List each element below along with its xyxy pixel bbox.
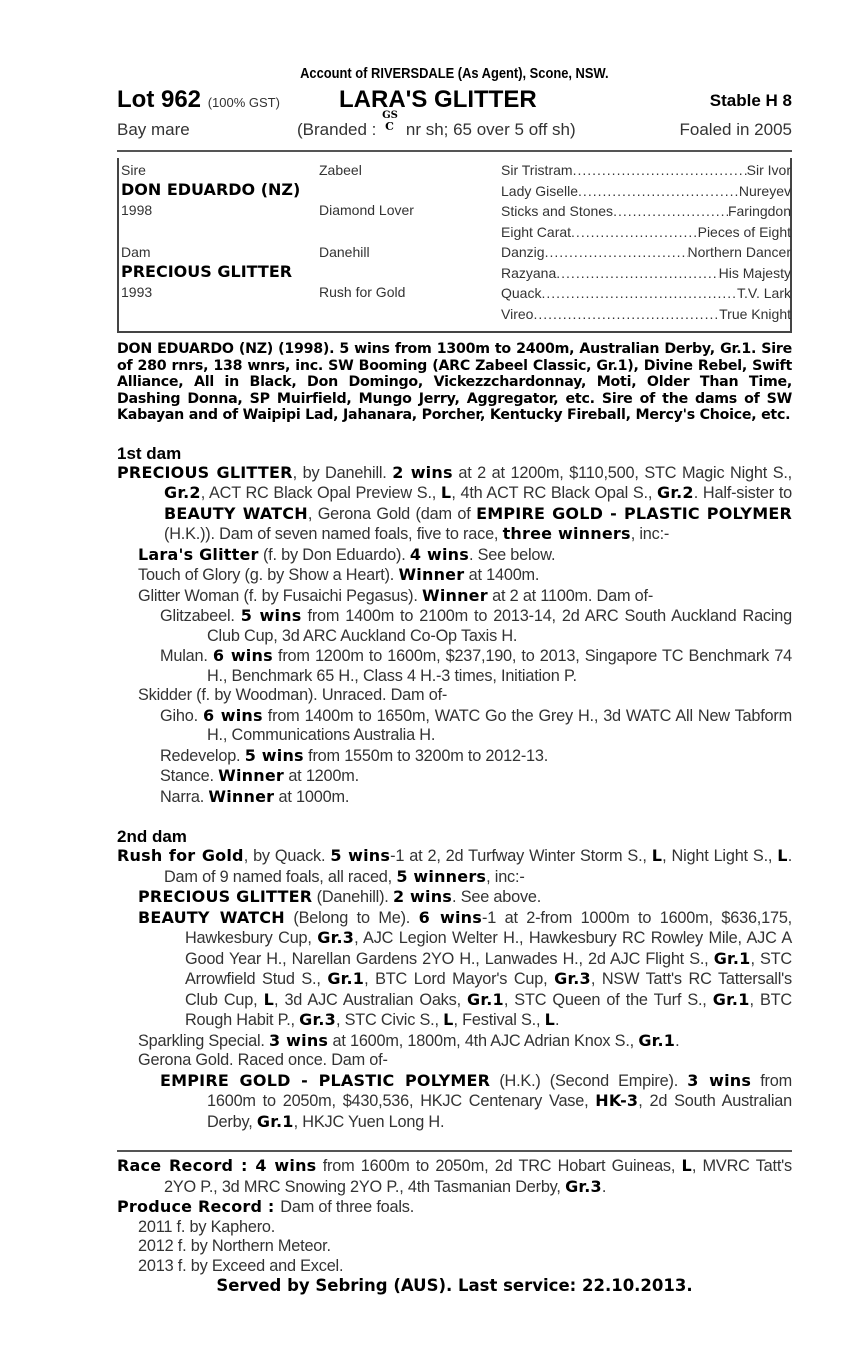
service-note: Served by Sebring (AUS). Last service: 22.10.2013. xyxy=(216,1276,693,1295)
gst-note: (100% GST) xyxy=(207,95,280,110)
grand-progeny-entry: EMPIRE GOLD - PLASTIC POLYMER (H.K.) (Second Empire). 3 wins from 1600m to 2050m, $430,536, HKJC Centenary Vase, HK-3, 2d South Australian Derby, Gr.1, HKJC Yuen Long H. xyxy=(160,1070,792,1131)
sire-year: 1998 xyxy=(121,202,153,218)
dam-year: 1993 xyxy=(121,284,153,300)
pedigree-table xyxy=(117,158,792,333)
header-divider xyxy=(117,150,792,152)
horse-details xyxy=(117,110,792,144)
grandparent-row: Quack ..... T.V. Lark xyxy=(501,283,791,304)
foal-entry: 2011 f. by Kaphero. xyxy=(138,1217,276,1236)
sire-name: DON EDUARDO (NZ) xyxy=(121,180,301,199)
brand-symbol-icon: GS C xyxy=(382,110,398,133)
grand-progeny-entry: Mulan. 6 wins from 1200m to 1600m, $237,190, to 2013, Singapore TC Benchmark 74 H., Benchmark 65 H., Class 4 H.-3 times, Initiation P. xyxy=(160,646,792,685)
grandparent-row: Sir Tristram ..... Sir Ivor xyxy=(501,160,791,181)
horse-name: LARA'S GLITTER xyxy=(339,86,537,113)
grand-progeny-entry: Stance. Winner at 1200m. xyxy=(160,766,359,785)
dam-dam: Rush for Gold xyxy=(319,284,406,300)
grandparents-list xyxy=(501,160,791,324)
dam-label: Dam xyxy=(121,244,151,260)
sire-summary: DON EDUARDO (NZ) (1998). 5 wins from 1300m to 2400m, Australian Derby, Gr.1. Sire of 280 rnrs, 138 wnrs, inc. SW Booming (ARC Zabeel Classic, Gr.1), Divine Rebel, Swift Alliance, All in Black, Don Domingo, Vickezzchardonnay, Moti, Older Than Time, Dashing Donna, SP Muirfield, Mungo Jerry, Aggregator, etc. Sire of the dams of SW Kabayan and of Waipipi Lad, Jahanara, Porcher, Kentucky Fireball, Mercy's Choice, etc. xyxy=(117,341,792,423)
progeny-entry: Glitter Woman (f. by Fusaichi Pegasus). Winner at 2 at 1100m. Dam of- xyxy=(138,585,654,605)
first-dam-heading: 1st dam xyxy=(117,443,182,463)
grand-progeny-entry: Narra. Winner at 1000m. xyxy=(160,786,350,806)
foal-entry: 2012 f. by Northern Meteor. xyxy=(138,1237,331,1255)
lot-line xyxy=(117,86,792,114)
grandparent-row: Danzig ..... Northern Dancer xyxy=(501,242,791,263)
foal-entry: 2013 f. by Exceed and Excel. xyxy=(138,1256,344,1275)
sire-sire: Zabeel xyxy=(319,162,362,178)
second-dam-entry: Rush for Gold, by Quack. 5 wins-1 at 2, 2d Turfway Winter Storm S., L, Night Light S., L. Dam of 9 named foals, all raced, 5 winners, inc:- xyxy=(117,846,793,886)
progeny-entry: Lara's Glitter (f. by Don Eduardo). 4 wins. See below. xyxy=(138,544,556,564)
grandparent-row: Eight Carat ..... Pieces of Eight xyxy=(501,222,791,243)
progeny-entry: BEAUTY WATCH (Belong to Me). 6 wins-1 at 2-from 1000m to 1600m, $636,175, Hawkesbury Cup, Gr.3, AJC Legion Welter H., Hawkesbury RC Rowley Mile, AJC A Good Year H., Narellan Gardens 2YO H., Lanwades H., 2d AJC Flight S., Gr.1, STC Arrowfield Stud S., Gr.1, BTC Lord Mayor's Cup, Gr.3, NSW Tatt's RC Tattersall's Club Cup, L, 3d AJC Australian Oaks, Gr.1, STC Queen of the Turf S., Gr.1, BTC Rough Habit P., Gr.3, STC Civic S., L, Festival S., L. xyxy=(138,907,793,1029)
grand-progeny-entry: Redevelop. 5 wins from 1550m to 3200m to 2012-13. xyxy=(160,745,549,765)
first-dam-entry: PRECIOUS GLITTER, by Danehill. 2 wins at 2 at 1200m, $110,500, STC Magic Night S., Gr.2, ACT RC Black Opal Preview S., L, 4th ACT RC Black Opal S., Gr.2. Half-sister to BEAUTY WATCH, Gerona Gold (dam of EMPIRE GOLD - PLASTIC POLYMER (H.K.)). Dam of seven named foals, five to race, three winners, inc:- xyxy=(117,462,792,543)
lot-number: Lot 962 (100% GST) xyxy=(117,86,280,113)
progeny-entry: PRECIOUS GLITTER (Danehill). 2 wins. See above. xyxy=(138,887,542,906)
grandparent-row: Vireo ..... True Knight xyxy=(501,304,791,325)
second-dam-section xyxy=(117,827,792,1132)
stable-location: Stable H 8 xyxy=(709,91,792,110)
record-divider xyxy=(117,1150,792,1152)
grandparent-row: Lady Giselle ..... Nureyev xyxy=(501,181,791,202)
progeny-entry: Touch of Glory (g. by Show a Heart). Winner at 1400m. xyxy=(138,565,540,584)
catalogue-page xyxy=(117,64,792,1295)
grand-progeny-entry: Glitzabeel. 5 wins from 1400m to 2100m to 2013-14, 2d ARC South Auckland Racing Club Cup, 3d ARC Auckland Co-Op Taxis H. xyxy=(160,606,792,645)
grand-progeny-entry: Giho. 6 wins from 1400m to 1650m, WATC Go the Grey H., 3d WATC All New Tabform H., Communications Australia H. xyxy=(160,705,792,744)
dam-name: PRECIOUS GLITTER xyxy=(121,262,293,281)
second-dam-heading: 2nd dam xyxy=(117,827,187,846)
first-dam-section xyxy=(117,444,792,808)
brand-info: (Branded : GS C nr sh; 65 over 5 off sh) xyxy=(297,110,576,139)
grandparent-row: Razyana ..... His Majesty xyxy=(501,263,791,284)
horse-description: Bay mare xyxy=(117,120,190,139)
sire-label: Sire xyxy=(121,162,146,178)
progeny-entry: Sparkling Special. 3 wins at 1600m, 1800m, 4th AJC Adrian Knox S., Gr.1. xyxy=(138,1030,680,1050)
produce-record: Produce Record : Dam of three foals. xyxy=(117,1197,415,1216)
grandparent-row: Sticks and Stones ..... Faringdon xyxy=(501,201,791,222)
race-record: Race Record : 4 wins from 1600m to 2050m, 2d TRC Hobart Guineas, L, MVRC Tatt's 2YO P., 3d MRC Snowing 2YO P., 4th Tasmanian Derby, Gr.3. xyxy=(117,1156,792,1196)
foaled-year: Foaled in 2005 xyxy=(679,120,792,139)
progeny-entry: Gerona Gold. Raced once. Dam of- xyxy=(138,1051,388,1069)
progeny-entry: Skidder (f. by Woodman). Unraced. Dam of- xyxy=(138,686,448,704)
dam-sire: Danehill xyxy=(319,244,370,260)
sire-dam: Diamond Lover xyxy=(319,202,414,218)
vendor-account: Account of RIVERSDALE (As Agent), Scone, NSW. xyxy=(300,65,609,82)
